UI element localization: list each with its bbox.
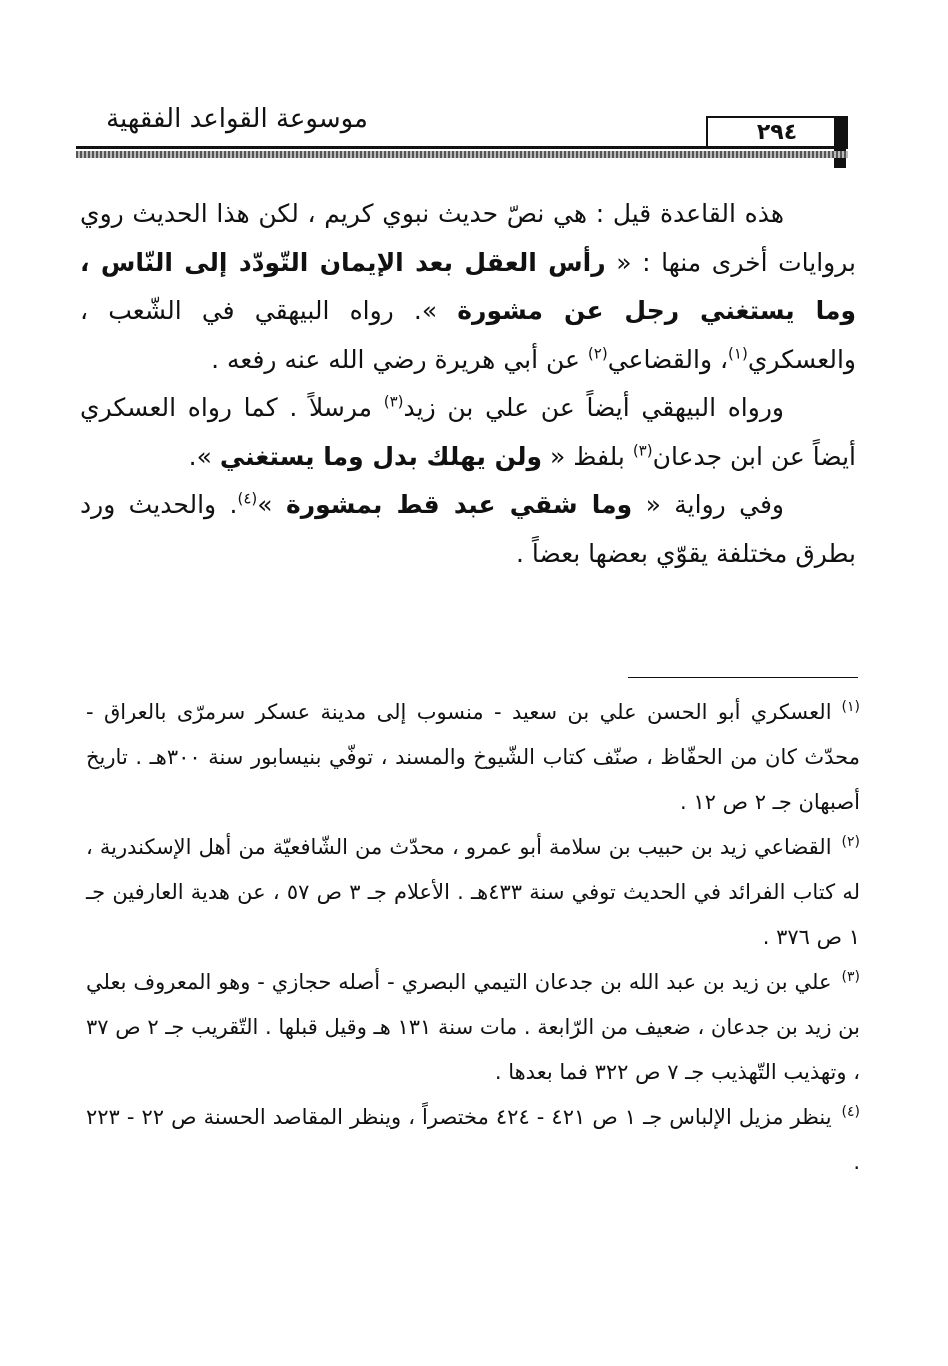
footnote-ref: (٤)	[237, 489, 258, 508]
text-run: ». رواه البيهقي في الشّعب ، والعسكري	[80, 296, 856, 374]
footnote-ref: (٢)	[587, 344, 608, 363]
page-number-box	[706, 116, 848, 148]
text-run: ، والقضاعي	[607, 344, 729, 374]
footnote-ref: (١)	[728, 344, 748, 363]
footnote-mark: (٤)	[841, 1104, 861, 1120]
footnote-ref: (٣)	[383, 392, 404, 411]
footnote-mark: (١)	[841, 699, 860, 715]
footnote	[86, 1095, 860, 1185]
paragraph-1	[80, 190, 856, 384]
footnote-text: العسكري أبو الحسن علي بن سعيد - منسوب إلى مدينة عسكر سرمرّى بالعراق - محدّث كان من الحفّاظ ، صنّف كتاب الشّيوخ والمسند ، توفّي بنيسابور سنة ٣٠٠هـ . تاريخ أصبهان جـ ٢ ص ١٢ .	[86, 700, 860, 814]
footnote-text: علي بن زيد بن عبد الله بن جدعان التيمي البصري - أصله حجازي - وهو المعروف بعلي بن زيد بن جدعان ، ضعيف من الرّابعة . مات سنة ١٣١ هـ وقيل قبلها . التّقريب جـ ٢ ص ٣٧ ، وتهذيب التّهذيب جـ ٧ ص ٣٢٢ فما بعدها .	[86, 970, 860, 1084]
footnote-mark: (٢)	[841, 834, 860, 850]
text-run: ».	[188, 441, 220, 471]
text-run: مرسلاً . كما رواه العسكري أيضاً عن ابن جدعان	[80, 393, 856, 471]
footnote-text: ينظر مزيل الإلباس جـ ١ ص ٤٢١ - ٤٢٤ مختصراً ، وينظر المقاصد الحسنة ص ٢٢ - ٢٢٣ .	[86, 1105, 860, 1174]
text-run: هذه القاعدة قيل : هي نصّ حديث نبوي كريم ، لكن هذا الحديث روي بروايات أخرى منها : «	[80, 199, 857, 277]
text-run: . والحديث ورد بطرق مختلفة يقوّي بعضها بعضاً .	[80, 490, 856, 568]
text-run: عن أبي هريرة رضي الله عنه رفعه .	[211, 344, 588, 374]
hadith-quote: ولن يهلك بدل وما يستغني	[219, 441, 543, 471]
main-text	[80, 190, 856, 578]
page-header	[76, 98, 848, 160]
footnote	[86, 960, 860, 1095]
header-rule	[76, 146, 848, 149]
hadith-quote: وما شقي عبد قط بمشورة	[285, 490, 633, 519]
footnote	[86, 690, 860, 825]
header-hatched-rule	[76, 151, 848, 158]
page-number: ٢٩٤	[756, 120, 798, 145]
footnote-ref: (٣)	[632, 441, 653, 460]
page-number-bar	[834, 118, 846, 168]
text-run: وفي رواية «	[632, 490, 784, 519]
hadith-quote: رأس العقل بعد الإيمان التّودّد إلى النّاس ، وما يستغني رجل عن مشورة	[80, 247, 856, 325]
footnote-mark: (٣)	[841, 969, 860, 985]
footnote-separator	[628, 677, 858, 678]
text-run: »	[257, 490, 286, 519]
paragraph-3	[80, 481, 856, 578]
footnote	[86, 825, 860, 960]
text-run: ورواه البيهقي أيضاً عن علي بن زيد	[403, 393, 784, 422]
footnotes	[86, 690, 860, 1185]
footnote-text: القضاعي زيد بن حبيب بن سلامة أبو عمرو ، محدّث من الشّافعيّة من أهل الإسكندرية ، له كتاب الفرائد في الحديث توفي سنة ٤٣٣هـ . الأعلام جـ ٣ ص ٥٧ ، عن هدية العارفين جـ ١ ص ٣٧٦ .	[86, 835, 860, 949]
paragraph-2	[80, 384, 856, 481]
text-run: بلفظ «	[542, 441, 633, 471]
running-title: موسوعة القواعد الفقهية	[106, 104, 368, 134]
